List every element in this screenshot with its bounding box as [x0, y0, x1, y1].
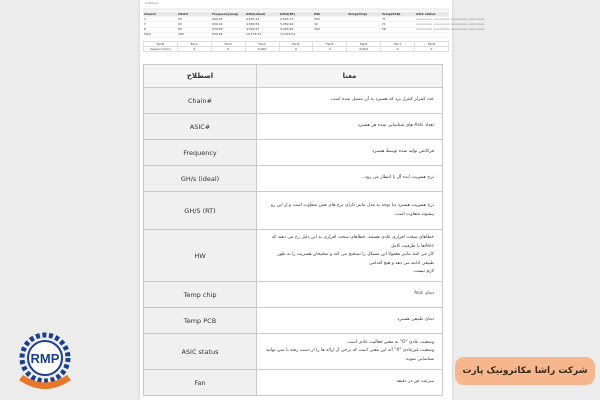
glossary-term: GH/s (ideal)	[144, 166, 257, 192]
meaning-line: کار می کنند ماینر معمولا این مشکل را تصحیح می کند و صحیحان هشریت را به طور طبیعی ادامه می دهد و هیچ اقدامی	[277, 252, 434, 266]
meaning-line: خطاهای سخت افزاری عادی هستند. خطاهای سخت افزاری به این دلیل رخ می دهند که Asicها با ظرفیت کامل	[271, 235, 434, 249]
fan-speed-cell: Speed (r/min)	[144, 47, 178, 52]
fan-header-cell: Fan3	[245, 41, 279, 46]
summary-cell: 640.92	[211, 17, 245, 22]
summary-cell: 189	[177, 32, 211, 37]
glossary-row	[144, 334, 443, 370]
glossary-meaning	[257, 334, 443, 370]
meaning-line: دمای طبیعی هشبرد	[397, 317, 434, 323]
glossary-meaning	[257, 192, 443, 230]
meaning-line: تعداد Asic های شناسایی شده هر هشبرد	[357, 123, 434, 129]
summary-cell: 639.85	[211, 27, 245, 32]
summary-cell: 7	[143, 22, 177, 27]
glossary-term: Fan	[144, 370, 257, 396]
fan-header-cell: Fan7	[381, 41, 415, 46]
summary-column-header: Chain#	[143, 12, 177, 17]
summary-cell: 63	[177, 17, 211, 22]
summary-column-header: Frequency(avg)	[211, 12, 245, 17]
summary-cell: 639.94	[211, 32, 245, 37]
fan-header-cell: Fan8	[415, 41, 449, 46]
glossary-row	[144, 308, 443, 334]
summary-column-header: HW	[313, 12, 347, 17]
summary-cell: 8	[143, 27, 177, 32]
summary-cell: 13,976.51	[279, 32, 313, 37]
fan-speed-cell: 6,000	[245, 47, 279, 52]
glossary-term: Temp PCB	[144, 308, 257, 334]
glossary-term: Frequency	[144, 140, 257, 166]
meaning-line: نرخ هشریت ایده آل یا انتظار می رود...	[360, 175, 434, 181]
summary-cell	[415, 32, 449, 37]
summary-cell: 250	[313, 27, 347, 32]
glossary-row	[144, 166, 443, 192]
meaning-line: نرخ هشریت هشبرد دبا توجه به مدل ماینر دارای نرخ های هش متفاوت است و از این رو پیشوند متفاوت است.	[270, 202, 434, 217]
header-term: اصطلاح	[144, 65, 257, 88]
fan-header-cell: Fan6	[347, 41, 381, 46]
summary-column-header: ASIC#	[177, 12, 211, 17]
fan-header-cell: Fan1	[177, 41, 211, 46]
summary-table	[143, 11, 485, 38]
glossary-term: ASIC status	[144, 334, 257, 370]
logo-text: RMP	[30, 351, 60, 366]
meaning-line: وضعیت غیرعادی "X" آنه این معنی است که برخی از ارائه ها را از دست رفته یا نمی توانند شناسایی شوند.	[265, 348, 434, 362]
summary-cell: Total	[143, 32, 177, 37]
summary-cell: 1	[143, 17, 177, 22]
summary-cell: 5,059.90	[279, 22, 313, 27]
summary-cell: 4,593.67	[245, 27, 279, 32]
summary-column-header: Temp(PCB)	[381, 12, 415, 17]
glossary-meaning	[257, 140, 443, 166]
glossary-meaning	[257, 114, 443, 140]
summary-cell	[381, 32, 415, 37]
company-banner: شرکت راشا مکاترونیک پارت	[455, 357, 595, 385]
document-page	[140, 0, 485, 400]
summary-cell: 4,593.13	[245, 17, 279, 22]
summary-cell: 63	[177, 22, 211, 27]
glossary-row	[144, 140, 443, 166]
glossary-term: GH/S (RT)	[144, 192, 257, 230]
fan-speed-cell: 0	[381, 47, 415, 52]
fan-speed-cell: 6,000	[347, 47, 381, 52]
fan-header-cell: Fan4	[279, 41, 313, 46]
glossary-term: ASIC#	[144, 114, 257, 140]
glossary-row	[144, 370, 443, 396]
fan-speed-cell: 0	[211, 47, 245, 52]
fan-table	[143, 41, 449, 52]
summary-cell: 32	[313, 22, 347, 27]
meaning-line: فرکانس تولید شده توسط هشبرد	[372, 149, 434, 155]
glossary-meaning	[257, 230, 443, 282]
fan-speed-cell: 0	[279, 47, 313, 52]
glossary-term: HW	[144, 230, 257, 282]
glossary-meaning	[257, 370, 443, 396]
summary-bar	[143, 8, 449, 11]
summary-column-header: ASIC status	[415, 12, 449, 17]
fan-header-cell: Fan5	[313, 41, 347, 46]
meaning-line: لازم نیست.	[412, 269, 434, 275]
summary-column-header: GH/S(RT)	[279, 12, 313, 17]
summary-cell: 639.09	[211, 22, 245, 27]
glossary-term: Temp chip	[144, 282, 257, 308]
summary-cell: 71	[381, 22, 415, 27]
summary-cell: 4,589.59	[245, 22, 279, 27]
glossary-meaning	[257, 308, 443, 334]
fan-speed-cell: 0	[415, 47, 449, 52]
fan-header-cell: Fan#	[144, 41, 178, 46]
summary-cell	[313, 32, 347, 37]
fan-speed-row	[144, 47, 449, 52]
fan-speed-cell: 0	[177, 47, 211, 52]
fan-speed-cell: 0	[313, 47, 347, 52]
summary-cell: 4,393.85	[279, 27, 313, 32]
glossary-row	[144, 192, 443, 230]
rmp-logo	[5, 328, 85, 400]
glossary-table	[143, 64, 443, 396]
fan-header-cell: Fan2	[211, 41, 245, 46]
summary-cell: 71	[381, 17, 415, 22]
summary-cell: 63	[177, 27, 211, 32]
glossary-row	[144, 114, 443, 140]
glossary-row	[144, 282, 443, 308]
summary-cell: oooooooo oooooooo oooooooo oooooooo	[416, 27, 485, 32]
glossary-meaning	[257, 166, 443, 192]
summary-cell: oooooooo oooooooo oooooooo oooooooo	[416, 16, 485, 21]
glossary-meaning	[257, 282, 443, 308]
summary-column-header: GH/S(ideal)	[245, 12, 279, 17]
summary-cell: oooooooo oooooooo oooooooo oooooooo	[416, 21, 485, 26]
summary-row	[143, 32, 449, 37]
glossary-meaning	[257, 88, 443, 114]
summary-cell: 250	[313, 17, 347, 22]
summary-caption: AntMiner	[145, 1, 159, 5]
summary-cell: 58	[381, 27, 415, 32]
glossary-row	[144, 88, 443, 114]
glossary-row	[144, 230, 443, 282]
summary-cell: 13,776.51	[245, 32, 279, 37]
header-meaning: معنا	[257, 65, 443, 88]
summary-cell	[347, 32, 381, 37]
meaning-line: سرعت فن در دقیقه	[396, 379, 434, 385]
miner-summary	[143, 1, 485, 52]
meaning-line: دمای Asic	[414, 291, 434, 297]
glossary-term: Chain#	[144, 88, 257, 114]
summary-column-header: Temp(Chip)	[347, 12, 381, 17]
meaning-line: عدد کنترلر کنترل برد که هشبرد به آن متصل شده است.	[329, 97, 434, 103]
meaning-line: وضعیت عادی "O" به معنی فعالیت عادی است	[347, 339, 434, 345]
glossary-header-row	[144, 65, 443, 88]
summary-cell: 4,593.73	[279, 17, 313, 22]
